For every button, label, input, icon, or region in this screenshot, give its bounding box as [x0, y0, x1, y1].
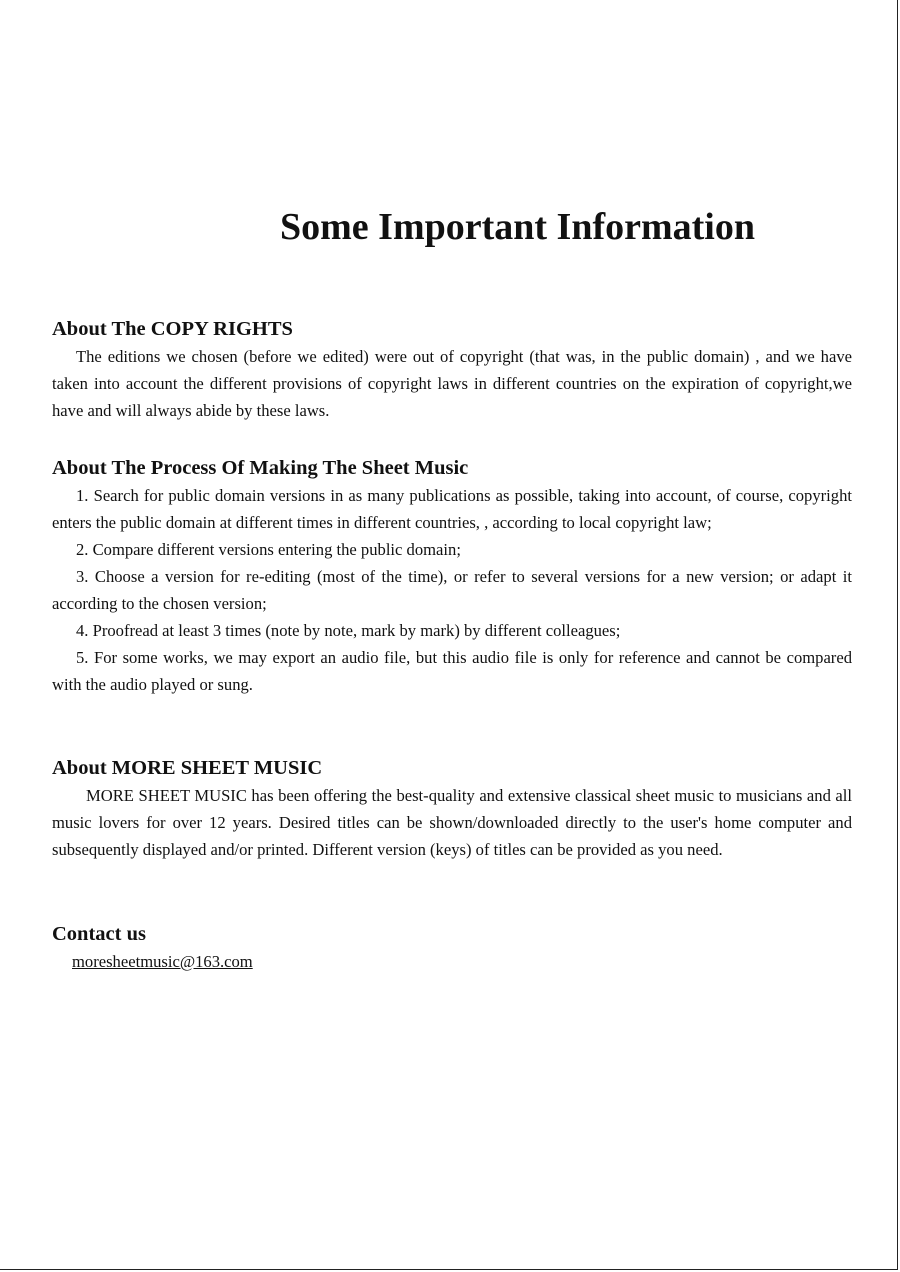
process-heading: About The Process Of Making The Sheet Music — [52, 457, 469, 479]
about-paragraph: MORE SHEET MUSIC has been offering the best-quality and extensive classical sheet music to musicians and all music lovers for over 12 years. Desired titles can be shown/downloaded directly to the user's home computer and subsequently displayed and/or printed. Different version (keys) of titles can be provided as you need. — [52, 786, 852, 859]
about-section — [52, 754, 852, 863]
process-step-4: 4. Proofread at least 3 times (note by note, mark by mark) by different colleagues; — [76, 621, 621, 640]
process-step-1: 1. Search for public domain versions in as many publications as possible, taking into account, of course, copyright enters the public domain at different times in different countries, , according to local copyright law; — [52, 486, 852, 532]
process-section — [52, 454, 852, 698]
about-heading: About MORE SHEET MUSIC — [52, 757, 323, 779]
process-step-5: 5. For some works, we may export an audio file, but this audio file is only for reference and cannot be compared with the audio played or sung. — [52, 648, 852, 694]
process-step-3: 3. Choose a version for re-editing (most of the time), or refer to several versions for a new version; or adapt it according to the chosen version; — [52, 567, 852, 613]
page-title: Some Important Information — [280, 206, 755, 248]
copyright-paragraph: The editions we chosen (before we edited) were out of copyright (that was, in the public domain) , and we have taken into account the different provisions of copyright laws in different countries on the expiration of copyright,we have and will always abide by these laws. — [52, 347, 852, 420]
contact-section — [52, 920, 852, 975]
copyright-section — [52, 315, 852, 424]
contact-email-link[interactable]: moresheetmusic@163.com — [72, 952, 253, 971]
copyright-heading: About The COPY RIGHTS — [52, 318, 293, 340]
process-step-2: 2. Compare different versions entering the public domain; — [76, 540, 461, 559]
contact-heading: Contact us — [52, 923, 146, 945]
